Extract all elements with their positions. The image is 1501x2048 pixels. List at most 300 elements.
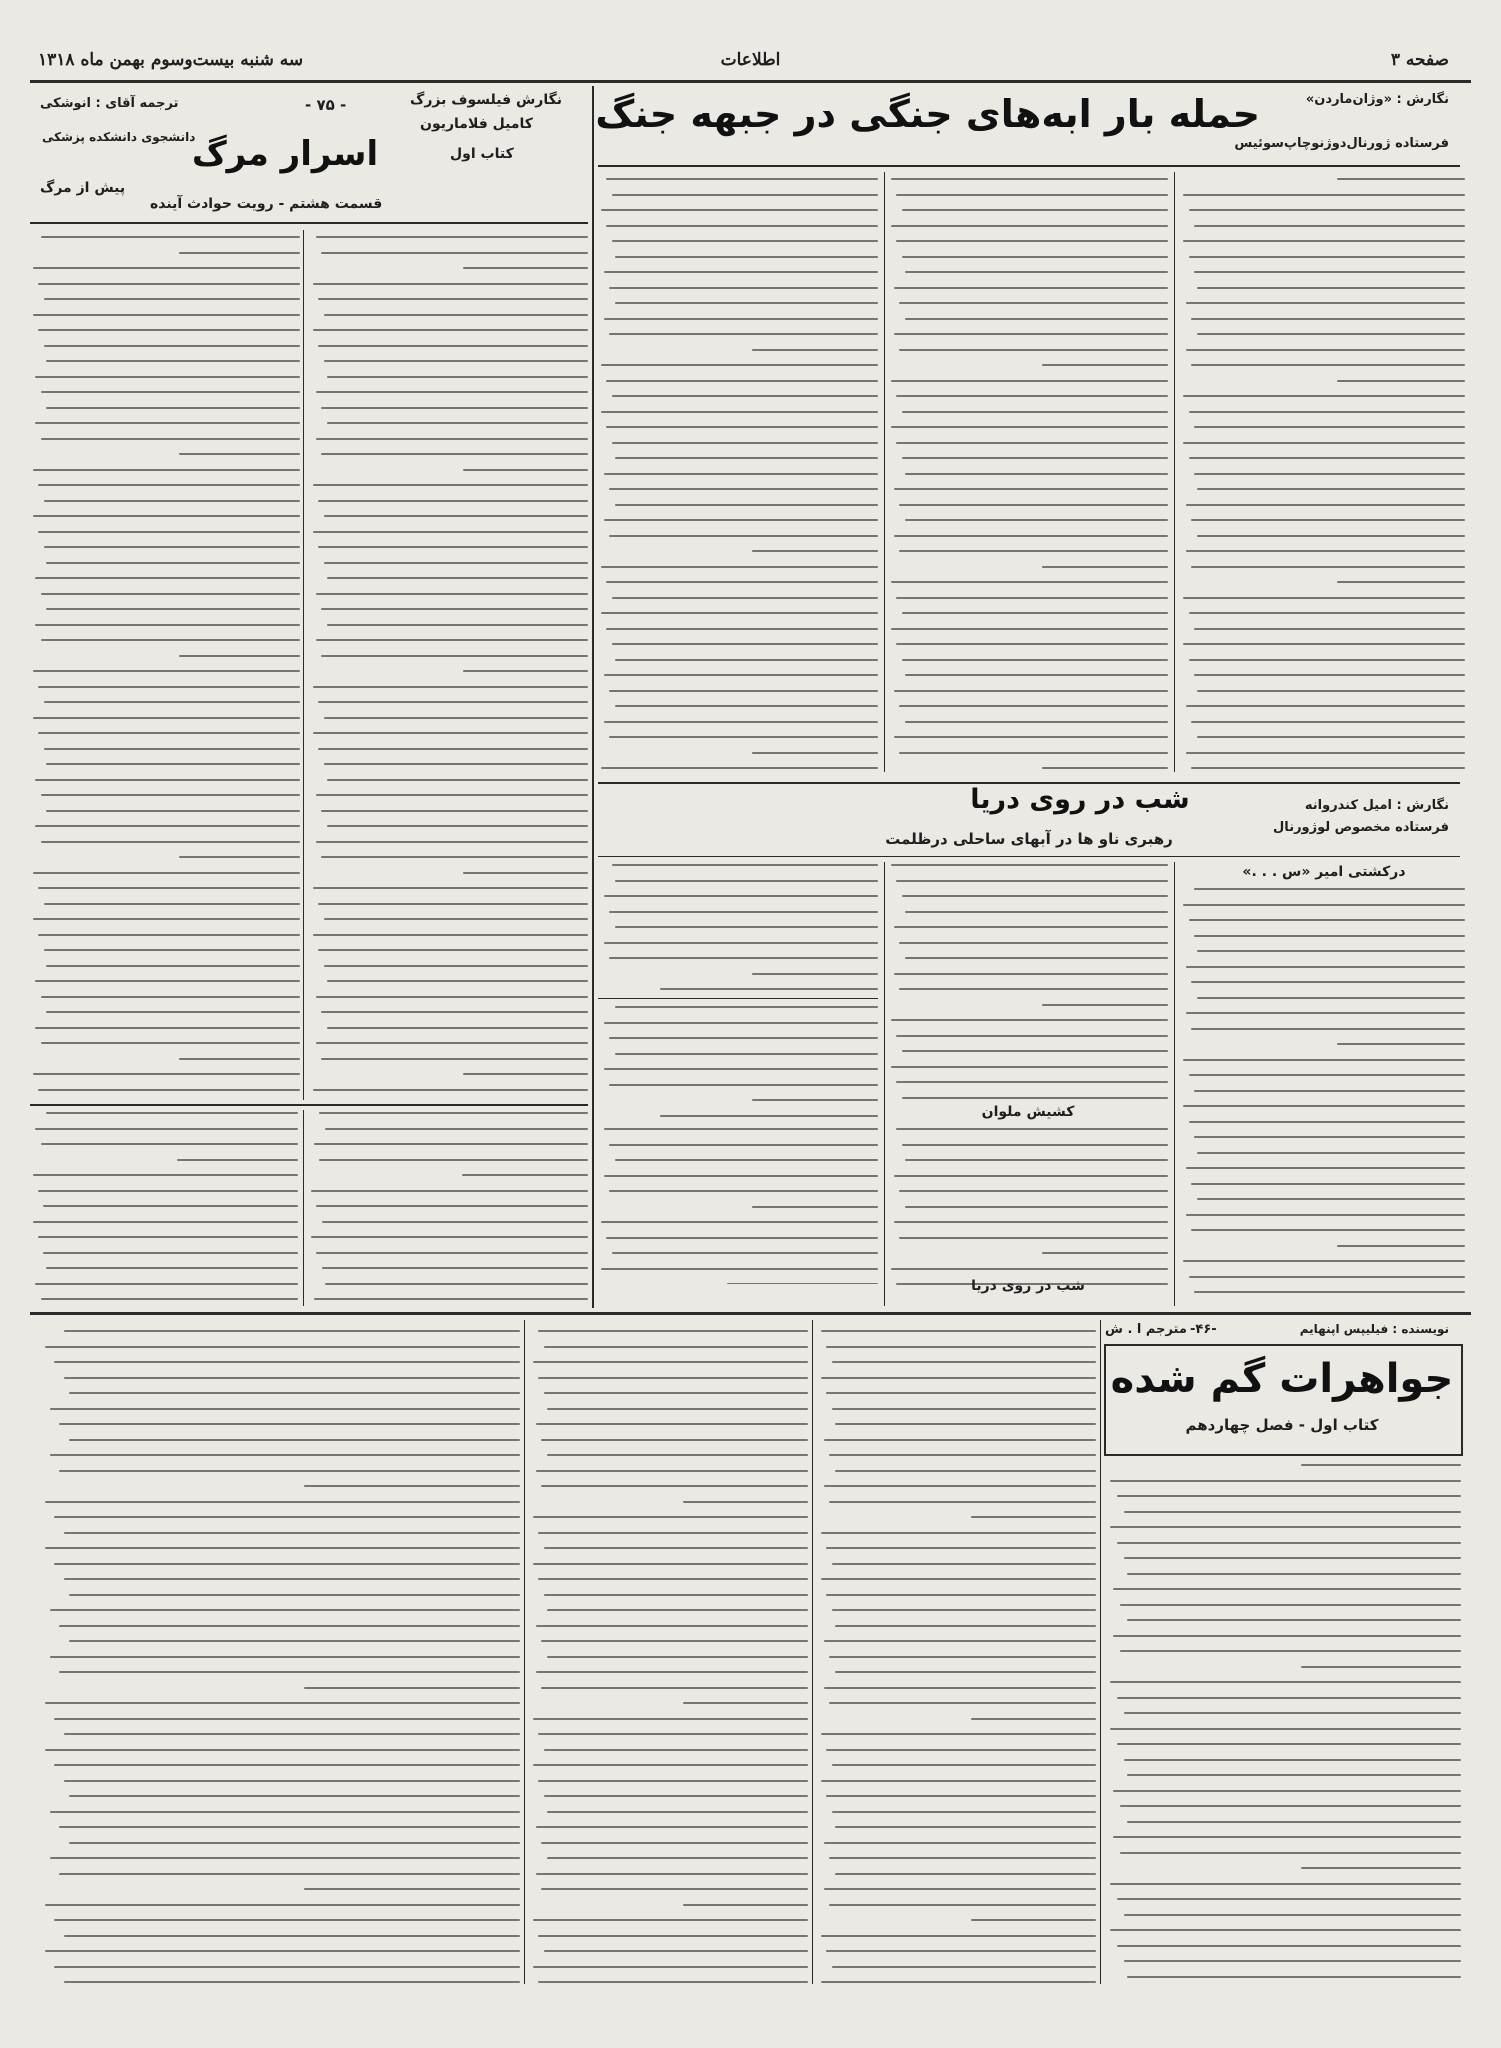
- text-line: [905, 911, 1168, 913]
- text-line: [316, 841, 588, 843]
- sea-continuation-column-2: [30, 1112, 298, 1308]
- text-line: [829, 1501, 1096, 1503]
- text-line: [902, 1144, 1168, 1146]
- text-line: [1117, 1542, 1461, 1544]
- text-line: [899, 349, 1168, 351]
- text-line: [606, 380, 878, 382]
- text-line: [1124, 1914, 1461, 1916]
- text-line: [318, 748, 588, 750]
- text-line: [46, 1112, 298, 1114]
- text-line: [604, 721, 878, 723]
- text-line: [50, 1609, 520, 1611]
- death-book: کتاب اول: [450, 146, 514, 162]
- text-line: [538, 1981, 808, 1983]
- text-line: [1197, 1152, 1465, 1154]
- text-line: [894, 1221, 1168, 1223]
- text-line: [1197, 488, 1465, 490]
- text-line: [1127, 1774, 1461, 1776]
- text-line: [541, 1640, 808, 1642]
- text-line: [601, 566, 878, 568]
- death-headline: اسرار مرگ: [191, 134, 379, 174]
- text-line: [899, 504, 1168, 506]
- text-line: [894, 973, 1168, 975]
- text-line: [826, 1547, 1096, 1549]
- text-line: [35, 577, 300, 579]
- text-line: [59, 1826, 520, 1828]
- text-line: [1191, 566, 1465, 568]
- text-line: [46, 810, 300, 812]
- text-line: [33, 1221, 298, 1223]
- text-line: [46, 763, 300, 765]
- text-line: [609, 535, 878, 537]
- text-line: [318, 546, 588, 548]
- text-line: [1042, 1252, 1168, 1254]
- text-line: [1189, 919, 1465, 921]
- text-line: [905, 473, 1168, 475]
- text-line: [902, 1050, 1168, 1052]
- text-line: [1189, 209, 1465, 211]
- text-line: [894, 488, 1168, 490]
- text-line: [660, 988, 878, 990]
- text-line: [1337, 1043, 1465, 1045]
- text-line: [612, 240, 878, 242]
- jewels-column-2: [818, 1330, 1096, 1984]
- text-line: [321, 252, 588, 254]
- text-line: [609, 287, 878, 289]
- text-line: [43, 1252, 298, 1254]
- text-line: [50, 1811, 520, 1813]
- text-line: [826, 1950, 1096, 1952]
- text-line: [69, 1795, 520, 1797]
- text-line: [316, 1042, 588, 1044]
- text-line: [835, 1671, 1096, 1673]
- text-line: [463, 469, 588, 471]
- jewels-headline: جواهرات گم شده: [1110, 1356, 1454, 1402]
- text-line: [319, 1112, 588, 1114]
- text-line: [1337, 581, 1465, 583]
- text-line: [1042, 566, 1168, 568]
- text-line: [1183, 395, 1465, 397]
- sea-continuation-column-1: [308, 1112, 588, 1308]
- text-line: [59, 1671, 520, 1673]
- sea-section-2-heading: کشیش ملوان: [981, 1104, 1075, 1120]
- text-line: [899, 705, 1168, 707]
- text-line: [604, 942, 878, 944]
- text-line: [316, 996, 588, 998]
- text-line: [1186, 705, 1465, 707]
- text-line: [683, 1702, 808, 1704]
- text-line: [533, 1516, 808, 1518]
- text-line: [1110, 1883, 1461, 1885]
- text-line: [313, 283, 588, 285]
- text-line: [1186, 504, 1465, 506]
- text-line: [324, 918, 588, 920]
- text-line: [896, 880, 1168, 882]
- text-line: [1189, 1276, 1465, 1278]
- text-line: [463, 267, 588, 269]
- text-line: [1301, 1867, 1461, 1869]
- sea-author: نگارش : امیل کندروانه: [1304, 798, 1449, 813]
- text-line: [1183, 442, 1465, 444]
- text-line: [64, 1981, 520, 1983]
- text-line: [38, 934, 300, 936]
- text-line: [50, 1408, 520, 1410]
- text-line: [899, 1237, 1168, 1239]
- text-line: [311, 1236, 588, 1238]
- text-line: [33, 469, 300, 471]
- sea-column-2a: [888, 864, 1168, 1102]
- text-line: [538, 1935, 808, 1937]
- text-line: [1191, 519, 1465, 521]
- text-line: [327, 980, 588, 982]
- war-headline-rule: [598, 165, 1460, 167]
- text-line: [35, 779, 300, 781]
- text-line: [41, 841, 300, 843]
- text-line: [533, 1919, 808, 1921]
- text-line: [604, 674, 878, 676]
- text-line: [38, 531, 300, 533]
- text-line: [615, 504, 878, 506]
- text-line: [46, 360, 300, 362]
- text-line: [835, 1470, 1096, 1472]
- text-line: [35, 422, 300, 424]
- text-line: [1191, 721, 1465, 723]
- text-line: [1194, 225, 1465, 227]
- text-line: [891, 426, 1168, 428]
- text-line: [891, 225, 1168, 227]
- death-part: قسمت هشتم - رویت حوادث آینده: [150, 196, 383, 212]
- sea-column-3a: [598, 864, 878, 994]
- main-vertical-rule: [592, 86, 594, 1308]
- text-line: [752, 973, 878, 975]
- text-line: [43, 1205, 298, 1207]
- text-line: [1194, 473, 1465, 475]
- text-line: [1186, 1012, 1465, 1014]
- text-line: [38, 283, 300, 285]
- text-line: [318, 345, 588, 347]
- text-line: [752, 752, 878, 754]
- text-line: [313, 686, 588, 688]
- text-line: [316, 794, 588, 796]
- text-line: [894, 333, 1168, 335]
- text-line: [304, 1888, 520, 1890]
- jewels-column-3: [530, 1330, 808, 1984]
- text-line: [683, 1904, 808, 1906]
- text-line: [41, 438, 300, 440]
- text-line: [50, 1857, 520, 1859]
- text-line: [538, 1532, 808, 1534]
- text-line: [1189, 612, 1465, 614]
- text-line: [821, 1733, 1096, 1735]
- text-line: [33, 515, 300, 517]
- text-line: [321, 453, 588, 455]
- text-line: [615, 659, 878, 661]
- text-line: [33, 267, 300, 269]
- text-line: [604, 473, 878, 475]
- text-line: [752, 550, 878, 552]
- text-line: [905, 1159, 1168, 1161]
- text-line: [1197, 535, 1465, 537]
- sea-section-3-heading: شب در روی دریا: [971, 1278, 1085, 1294]
- text-line: [752, 349, 878, 351]
- text-line: [46, 562, 300, 564]
- text-line: [1186, 966, 1465, 968]
- text-line: [64, 1935, 520, 1937]
- text-line: [324, 763, 588, 765]
- text-line: [824, 1842, 1096, 1844]
- text-line: [33, 1073, 300, 1075]
- text-line: [179, 856, 301, 858]
- text-line: [1113, 1588, 1461, 1590]
- text-line: [179, 1058, 301, 1060]
- text-line: [1120, 1805, 1461, 1807]
- text-line: [541, 1439, 808, 1441]
- text-line: [64, 1532, 520, 1534]
- war-headline: حمله بار ابه‌های جنگی در جبهه جنگ: [595, 92, 1260, 136]
- text-line: [327, 779, 588, 781]
- text-line: [902, 411, 1168, 413]
- text-line: [54, 1516, 520, 1518]
- text-line: [1110, 1728, 1461, 1730]
- text-line: [1127, 1573, 1461, 1575]
- text-line: [1197, 950, 1465, 952]
- text-line: [601, 767, 878, 769]
- text-line: [894, 736, 1168, 738]
- text-line: [1183, 240, 1465, 242]
- text-line: [179, 453, 301, 455]
- text-line: [44, 701, 301, 703]
- text-line: [544, 1346, 808, 1348]
- text-line: [894, 1175, 1168, 1177]
- text-line: [41, 593, 300, 595]
- text-line: [69, 1439, 520, 1441]
- text-line: [615, 926, 878, 928]
- text-line: [832, 1811, 1096, 1813]
- text-line: [1186, 752, 1465, 754]
- text-line: [1194, 1136, 1465, 1138]
- issue-date: سه شنبه بیست‌وسوم بهمن ماه ۱۳۱۸: [38, 50, 304, 70]
- war-column-1: [1180, 178, 1465, 776]
- text-line: [536, 1625, 808, 1627]
- text-line: [821, 1330, 1096, 1332]
- text-line: [313, 1089, 588, 1091]
- text-line: [313, 934, 588, 936]
- sea-column-3c: [598, 1128, 878, 1284]
- text-line: [1042, 1004, 1168, 1006]
- text-line: [609, 690, 878, 692]
- text-line: [44, 345, 301, 347]
- text-line: [832, 1609, 1096, 1611]
- text-line: [316, 1205, 588, 1207]
- text-line: [606, 426, 878, 428]
- text-line: [324, 717, 588, 719]
- text-line: [541, 1485, 808, 1487]
- text-line: [50, 1656, 520, 1658]
- text-line: [1194, 628, 1465, 630]
- text-line: [727, 1283, 878, 1284]
- text-line: [316, 236, 588, 238]
- text-line: [327, 422, 588, 424]
- text-line: [1110, 1480, 1461, 1482]
- jewels-column-1: [1106, 1464, 1461, 1984]
- text-line: [1337, 1245, 1465, 1247]
- text-line: [327, 376, 588, 378]
- text-line: [33, 670, 300, 672]
- text-line: [606, 1237, 878, 1239]
- text-line: [1189, 659, 1465, 661]
- text-line: [46, 1011, 300, 1013]
- text-line: [896, 597, 1168, 599]
- text-line: [1194, 1090, 1465, 1092]
- text-line: [324, 314, 588, 316]
- text-line: [826, 1594, 1096, 1596]
- text-line: [896, 395, 1168, 397]
- text-line: [1191, 1229, 1465, 1231]
- text-line: [824, 1640, 1096, 1642]
- text-line: [1110, 1526, 1461, 1528]
- text-line: [821, 1981, 1096, 1983]
- text-line: [1124, 1960, 1461, 1962]
- jewels-column-4: [40, 1330, 520, 1984]
- text-line: [35, 376, 300, 378]
- text-line: [321, 810, 588, 812]
- text-line: [46, 965, 300, 967]
- text-line: [601, 209, 878, 211]
- text-line: [1194, 271, 1465, 273]
- masthead-rule: [30, 80, 1471, 83]
- text-line: [54, 1919, 520, 1921]
- text-line: [894, 287, 1168, 289]
- text-line: [821, 1780, 1096, 1782]
- text-line: [1117, 1743, 1461, 1745]
- text-line: [1183, 904, 1465, 906]
- text-line: [894, 926, 1168, 928]
- text-line: [1127, 1619, 1461, 1621]
- war-author: نگارش : «وژان‌ماردن»: [1305, 92, 1449, 107]
- text-line: [835, 1625, 1096, 1627]
- text-line: [832, 1361, 1096, 1363]
- text-line: [463, 1073, 588, 1075]
- death-byline: نگارش فیلسوف بزرگ: [410, 92, 563, 108]
- text-line: [35, 980, 300, 982]
- text-line: [45, 1547, 520, 1549]
- text-line: [59, 1423, 520, 1425]
- text-line: [1113, 1790, 1461, 1792]
- text-line: [1191, 767, 1465, 769]
- text-line: [321, 856, 588, 858]
- text-line: [46, 407, 300, 409]
- text-line: [835, 1423, 1096, 1425]
- text-line: [971, 1516, 1096, 1518]
- text-line: [612, 395, 878, 397]
- text-line: [544, 1749, 808, 1751]
- text-line: [35, 1128, 298, 1130]
- text-line: [896, 442, 1168, 444]
- text-line: [615, 1053, 878, 1055]
- death-section: پیش از مرگ: [40, 180, 126, 196]
- text-line: [44, 949, 301, 951]
- text-line: [601, 612, 878, 614]
- text-line: [615, 457, 878, 459]
- text-line: [896, 643, 1168, 645]
- text-line: [1189, 457, 1465, 459]
- text-line: [38, 1089, 300, 1091]
- text-line: [536, 1470, 808, 1472]
- text-line: [38, 732, 300, 734]
- text-line: [533, 1718, 808, 1720]
- text-line: [533, 1563, 808, 1565]
- text-line: [538, 1330, 808, 1332]
- jewels-author: نویسنده : فیلیپس اپنهایم: [1299, 1322, 1449, 1336]
- text-line: [538, 1377, 808, 1379]
- text-line: [538, 1733, 808, 1735]
- text-line: [905, 721, 1168, 723]
- text-line: [609, 1037, 878, 1039]
- text-line: [1124, 1712, 1461, 1714]
- text-line: [891, 380, 1168, 382]
- text-line: [327, 825, 588, 827]
- text-line: [1110, 1929, 1461, 1931]
- text-line: [177, 1159, 298, 1161]
- text-line: [33, 314, 300, 316]
- text-line: [318, 903, 588, 905]
- death-translator-note: دانشجوی دانشکده پزشکی: [42, 130, 196, 144]
- text-line: [606, 628, 878, 630]
- text-line: [609, 488, 878, 490]
- text-line: [38, 329, 300, 331]
- text-line: [1197, 333, 1465, 335]
- text-line: [38, 1190, 298, 1192]
- text-line: [50, 1454, 520, 1456]
- text-line: [64, 1377, 520, 1379]
- text-line: [547, 1811, 808, 1813]
- text-line: [1183, 194, 1465, 196]
- text-line: [536, 1826, 808, 1828]
- text-line: [544, 1594, 808, 1596]
- text-line: [829, 1656, 1096, 1658]
- bottom-section-rule: [30, 1312, 1471, 1315]
- text-line: [64, 1733, 520, 1735]
- text-line: [894, 690, 1168, 692]
- text-line: [899, 1190, 1168, 1192]
- text-line: [33, 918, 300, 920]
- text-line: [69, 1640, 520, 1642]
- text-line: [547, 1656, 808, 1658]
- text-line: [33, 872, 300, 874]
- text-line: [752, 1099, 878, 1101]
- text-line: [905, 957, 1168, 959]
- text-line: [179, 655, 301, 657]
- text-line: [311, 1190, 588, 1192]
- text-line: [896, 1081, 1168, 1083]
- text-line: [322, 1221, 588, 1223]
- text-line: [324, 965, 588, 967]
- text-line: [45, 1501, 520, 1503]
- text-line: [612, 597, 878, 599]
- text-line: [318, 298, 588, 300]
- paper-name: اطلاعات: [720, 50, 781, 70]
- sea-subheadline: رهبری ناو ها در آبهای ساحلی درظلمت: [885, 830, 1173, 848]
- text-line: [1197, 690, 1465, 692]
- text-line: [1110, 1681, 1461, 1683]
- text-line: [606, 178, 878, 180]
- text-line: [821, 1377, 1096, 1379]
- text-line: [325, 1128, 588, 1130]
- sea-column-1: [1180, 888, 1465, 1306]
- text-line: [1183, 643, 1465, 645]
- text-line: [606, 225, 878, 227]
- text-line: [612, 643, 878, 645]
